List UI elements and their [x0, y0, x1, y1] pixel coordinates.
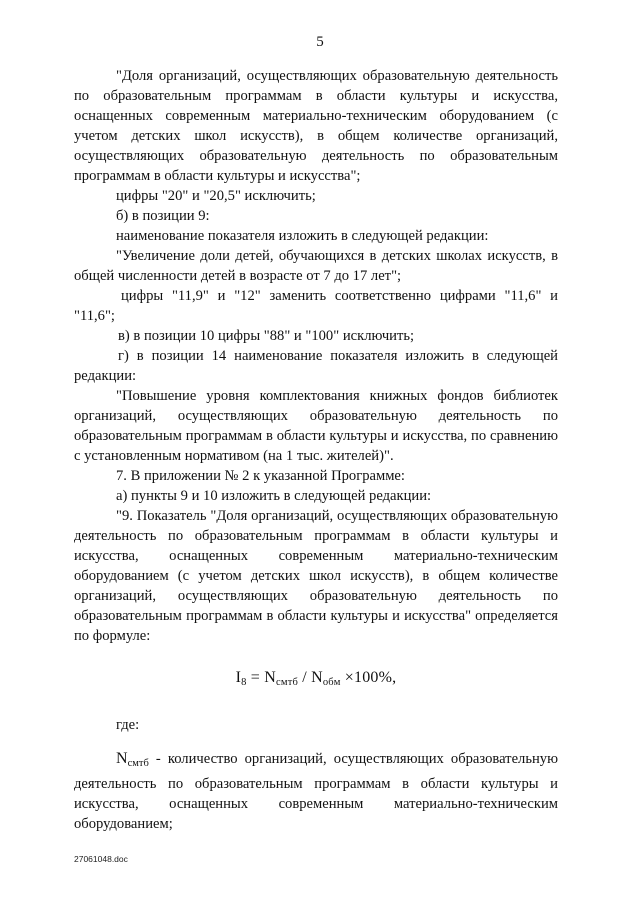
paragraph: "9. Показатель "Доля организаций, осуществляющих образовательную деятельность по образовательным программам в области культуры и искусства, оснащенных современным материально-техническим оборудованием (с учетом детских школ искусств), в общем количестве организаций, осуществляющих образовательную деятельность по образовательным программам в области культуры и искусства" определяется по формуле: — [74, 508, 558, 644]
paragraph: цифры "11,9" и "12" заменить соответственно цифрами "11,6" и "11,6"; — [74, 288, 558, 324]
paragraph: 7. В приложении № 2 к указанной Программе: — [116, 468, 405, 484]
formula-divide: / — [298, 669, 312, 686]
paragraph: "Доля организаций, осуществляющих образовательную деятельность по образовательным программам в области культуры и искусства, оснащенных современным материально-техническим оборудованием (с учетом детских школ искусств), в общем количестве организаций, осуществляющих образовательную деятельность по образовательным программам в области культуры и искусства"; — [74, 68, 558, 184]
formula-numerator: N — [264, 669, 276, 686]
definition-symbol-sub: смтб — [127, 758, 149, 769]
definition-symbol-letter: N — [116, 750, 128, 767]
paragraph: цифры "20" и "20,5" исключить; — [116, 188, 316, 204]
formula-lhs-sub: 8 — [241, 677, 247, 688]
formula-denominator: N — [311, 669, 323, 686]
paragraph: "Повышение уровня комплектования книжных фондов библиотек организаций, осуществляющих образовательную деятельность по образовательным программам в области культуры и искусства, по сравнению с установленным нормативом (на 1 тыс. жителей)". — [74, 388, 558, 464]
formula-denominator-sub: обм — [322, 677, 341, 688]
document-body — [74, 66, 558, 834]
paragraph: в) в позиции 10 цифры "88" и "100" исключить; — [118, 328, 415, 344]
paragraph: б) в позиции 9: — [116, 208, 210, 224]
spacer — [74, 735, 558, 749]
definition — [74, 749, 558, 834]
paragraph: г) в позиции 14 наименование показателя изложить в следующей редакции: — [74, 348, 558, 384]
definition-symbol — [116, 750, 149, 767]
formula-tail: ×100%, — [340, 669, 397, 686]
formula — [74, 668, 558, 693]
paragraph: а) пункты 9 и 10 изложить в следующей редакции: — [116, 488, 432, 504]
page-number: 5 — [316, 34, 324, 50]
formula-numerator-sub: смтб — [276, 677, 299, 688]
formula-lhs: I — [235, 669, 242, 686]
paragraph: наименование показателя изложить в следующей редакции: — [116, 228, 489, 244]
where-label: где: — [116, 717, 140, 733]
definition-text: - количество организаций, осуществляющих образовательную деятельность по образовательным программам в области культуры и искусства, оснащенных современным материально-техническим оборудованием; — [74, 751, 558, 832]
formula-eq: = — [246, 669, 265, 686]
paragraph: "Увеличение доли детей, обучающихся в детских школах искусств, в общей численности детей в возрасте от 7 до 17 лет"; — [74, 248, 558, 284]
footer-filename: 27061048.doc — [74, 854, 128, 864]
